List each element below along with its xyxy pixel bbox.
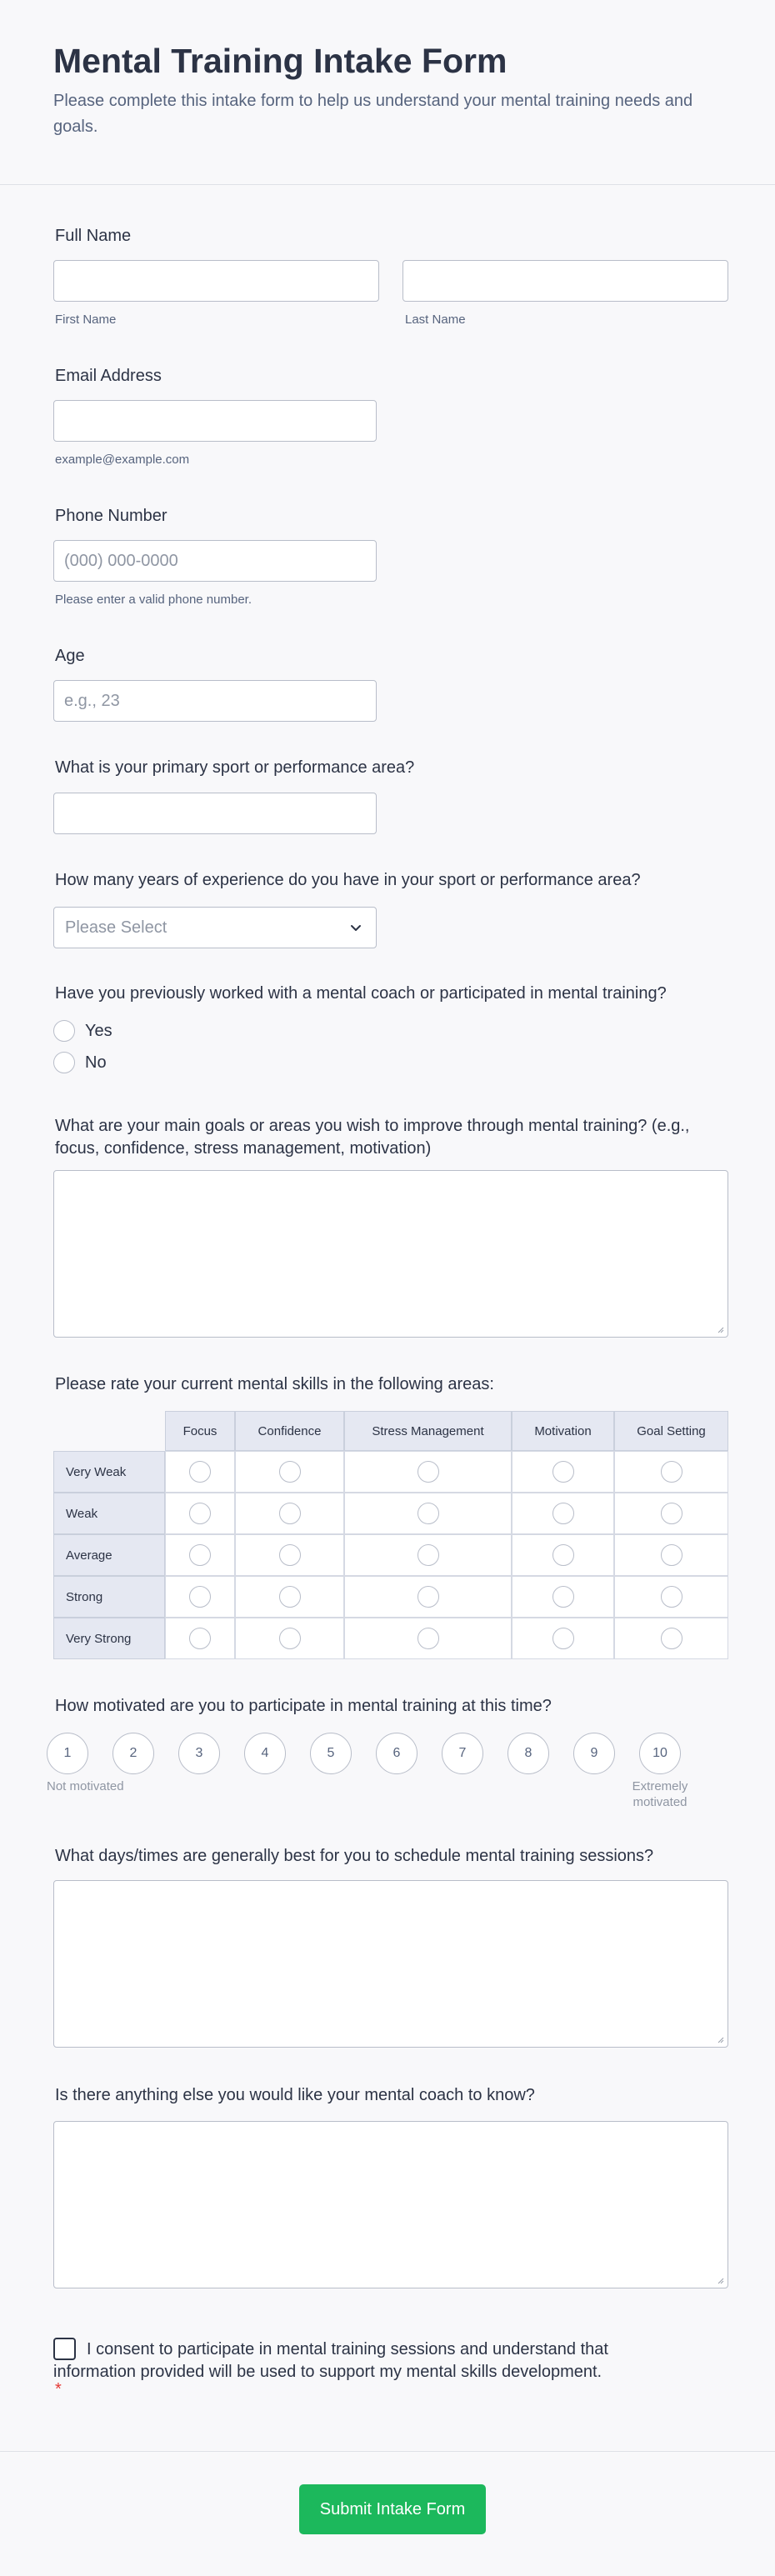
radio-label: No [85,1053,107,1072]
matrix-row-header: Average [53,1534,165,1576]
matrix-radio[interactable] [189,1544,211,1566]
matrix-radio[interactable] [189,1503,211,1524]
matrix-cell [614,1618,728,1659]
matrix-cell [165,1493,235,1534]
matrix-radio[interactable] [279,1461,301,1483]
matrix-column-header: Stress Management [344,1411,512,1451]
matrix-radio[interactable] [661,1544,682,1566]
schedule-textarea[interactable] [53,1880,728,2048]
experience-select[interactable] [53,907,377,948]
matrix-cell [165,1576,235,1618]
email-label: Email Address [55,367,162,385]
motivation-label: How motivated are you to participate in mental training at this time? [55,1697,552,1715]
scale-high-label-line-2: motivated [632,1795,688,1809]
phone-label: Phone Number [55,507,168,525]
matrix-cell [235,1493,344,1534]
matrix-radio[interactable] [418,1586,439,1608]
radio-button[interactable] [53,1020,75,1042]
matrix-radio[interactable] [552,1586,574,1608]
matrix-cell [344,1534,512,1576]
scale-option-9[interactable]: 9 [573,1733,615,1774]
matrix-column-header: Confidence [235,1411,344,1451]
scale-low-label: Not motivated [47,1779,124,1793]
other-label: Is there anything else you would like your mental coach to know? [55,2086,535,2104]
scale-option-3[interactable]: 3 [178,1733,220,1774]
matrix-cell [235,1618,344,1659]
scale-option-4[interactable]: 4 [244,1733,286,1774]
first-name-input[interactable] [53,260,379,302]
form-subtitle: Please complete this intake form to help us understand your mental training needs and goals. [53,92,693,136]
matrix-cell [344,1576,512,1618]
matrix-radio[interactable] [552,1544,574,1566]
matrix-cell [235,1534,344,1576]
email-sublabel: example@example.com [55,453,190,467]
scale-option-2[interactable]: 2 [112,1733,154,1774]
matrix-cell [512,1534,614,1576]
matrix-cell [165,1534,235,1576]
rating-matrix [53,1411,728,1659]
matrix-column-header: Focus [165,1411,235,1451]
previous-training-label: Have you previously worked with a mental coach or participated in mental training? [55,984,667,1003]
scale-option-1[interactable]: 1 [47,1733,88,1774]
scale-option-10[interactable]: 10 [639,1733,681,1774]
sport-input[interactable] [53,793,377,834]
resize-grip-icon[interactable] [716,1325,724,1333]
matrix-radio[interactable] [279,1544,301,1566]
matrix-cell [235,1576,344,1618]
scale-option-5[interactable]: 5 [310,1733,352,1774]
matrix-cell [614,1534,728,1576]
scale-high-label [621,1778,699,1810]
first-name-sublabel: First Name [55,313,117,327]
form-title: Mental Training Intake Form [53,42,508,80]
matrix-radio[interactable] [279,1503,301,1524]
email-input[interactable] [53,400,377,442]
matrix-radio[interactable] [661,1586,682,1608]
age-input[interactable] [53,680,377,722]
radio-button[interactable] [53,1052,75,1073]
matrix-cell [165,1451,235,1493]
matrix-row-header: Weak [53,1493,165,1534]
matrix-radio[interactable] [279,1586,301,1608]
scale-option-6[interactable]: 6 [376,1733,418,1774]
last-name-input[interactable] [402,260,728,302]
matrix-radio[interactable] [661,1628,682,1649]
resize-grip-icon[interactable] [716,2035,724,2043]
other-textarea[interactable] [53,2121,728,2288]
experience-select-value: Please Select [65,918,168,937]
matrix-cell [344,1451,512,1493]
radio-label: Yes [85,1022,112,1040]
matrix-cell [512,1618,614,1659]
scale-option-7[interactable]: 7 [442,1733,483,1774]
matrix-cell [235,1451,344,1493]
matrix-radio[interactable] [189,1628,211,1649]
age-label: Age [55,647,85,665]
last-name-sublabel: Last Name [405,313,466,327]
sport-label: What is your primary sport or performance area? [55,758,415,777]
matrix-radio[interactable] [552,1461,574,1483]
matrix-radio[interactable] [552,1503,574,1524]
submit-button[interactable]: Submit Intake Form [299,2484,486,2534]
matrix-column-header: Motivation [512,1411,614,1451]
full-name-label: Full Name [55,227,132,245]
resize-grip-icon[interactable] [716,2276,724,2284]
matrix-radio[interactable] [418,1628,439,1649]
scale-high-label-line-1: Extremely [632,1779,688,1793]
scale-option-8[interactable]: 8 [508,1733,549,1774]
rating-label: Please rate your current mental skills in the following areas: [55,1375,494,1393]
matrix-radio[interactable] [279,1628,301,1649]
matrix-cell [512,1576,614,1618]
matrix-radio[interactable] [418,1503,439,1524]
phone-sublabel: Please enter a valid phone number. [55,593,252,607]
matrix-row-header: Very Strong [53,1618,165,1659]
matrix-cell [512,1451,614,1493]
consent-text: I consent to participate in mental training sessions and understand that information provided will be used to support my mental skills development. [53,2340,608,2381]
matrix-cell [614,1576,728,1618]
matrix-cell [614,1451,728,1493]
matrix-radio[interactable] [418,1544,439,1566]
matrix-row-header: Strong [53,1576,165,1618]
matrix-radio[interactable] [189,1586,211,1608]
matrix-cell [165,1618,235,1659]
goals-label: What are your main goals or areas you wish to improve through mental training? (e.g., focus, confidence, stress management, motivation) [55,1117,690,1158]
matrix-cell [344,1493,512,1534]
goals-textarea[interactable] [53,1170,728,1338]
matrix-cell [344,1618,512,1659]
matrix-radio[interactable] [661,1461,682,1483]
matrix-cell [512,1493,614,1534]
matrix-radio[interactable] [189,1461,211,1483]
experience-label: How many years of experience do you have in your sport or performance area? [55,871,641,889]
phone-input[interactable] [53,540,377,582]
schedule-label: What days/times are generally best for you to schedule mental training sessions? [55,1847,654,1865]
matrix-radio[interactable] [552,1628,574,1649]
matrix-row-header: Very Weak [53,1451,165,1493]
form-header [0,0,775,185]
matrix-radio[interactable] [418,1461,439,1483]
matrix-radio[interactable] [661,1503,682,1524]
required-asterisk: * [55,2380,62,2398]
chevron-down-icon [348,919,364,936]
matrix-cell [614,1493,728,1534]
matrix-column-header: Goal Setting [614,1411,728,1451]
